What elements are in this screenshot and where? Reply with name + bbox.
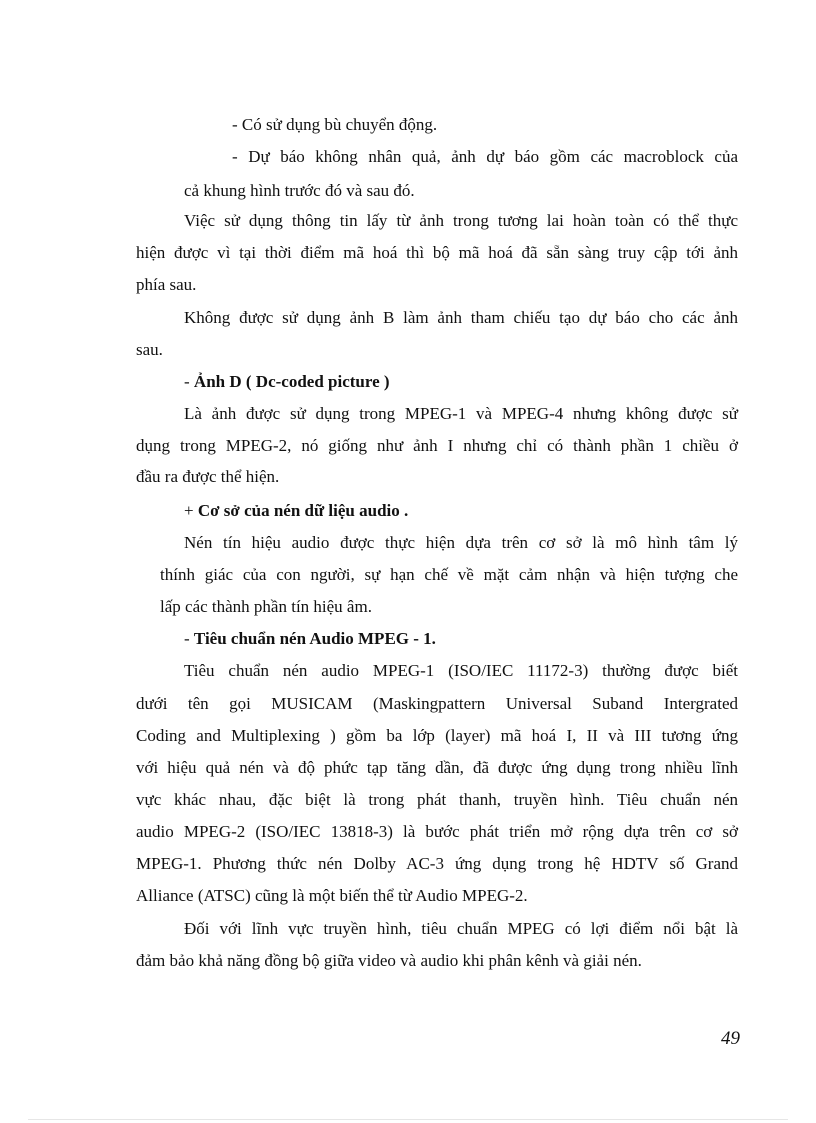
text-line: sau. [136,340,163,359]
text-line: - Dự báo không nhân quả, ảnh dự báo gồm các macroblock của [232,147,738,166]
page-bottom-edge [28,1119,788,1120]
text-line: hiện được vì tại thời điểm mã hoá thì bộ mã hoá đã sẵn sàng truy cập tới ảnh [136,243,738,262]
section-heading [184,371,390,393]
heading-text: Cơ sở của nén dữ liệu audio . [197,501,409,520]
text-line: dụng trong MPEG-2, nó giống như ảnh I nhưng chỉ có thành phần 1 chiều ở [136,436,738,455]
text-line: cả khung hình trước đó và sau đó. [184,181,415,200]
text-line: Coding and Multiplexing ) gồm ba lớp (layer) mã hoá I, II và III tương ứng [136,726,738,745]
text-line: Đối với lĩnh vực truyền hình, tiêu chuẩn MPEG có lợi điểm nổi bật là [184,919,738,938]
heading-text: Ảnh D ( Dc-coded picture ) [193,372,390,391]
text-line: Là ảnh được sử dụng trong MPEG-1 và MPEG-4 nhưng không được sử [184,404,738,423]
text-line: vực khác nhau, đặc biệt là trong phát thanh, truyền hình. Tiêu chuẩn nén [136,790,738,809]
text-line: lấp các thành phần tín hiệu âm. [160,597,372,616]
text-line: Alliance (ATSC) cũng là một biến thể từ Audio MPEG-2. [136,886,528,905]
text-line: dưới tên gọi MUSICAM (Maskingpattern Universal Suband Intergrated [136,694,738,713]
section-heading [184,500,408,522]
text-line: đảm bảo khả năng đồng bộ giữa video và audio khi phân kênh và giải nén. [136,951,642,970]
heading-prefix: - [184,629,194,648]
section-heading [184,628,436,650]
text-line: Việc sử dụng thông tin lấy từ ảnh trong tương lai hoàn toàn có thể thực [184,211,738,230]
text-line: với hiệu quả nén và độ phức tạp tăng dần, đã được ứng dụng trong nhiều lĩnh [136,758,738,777]
text-line: thính giác của con người, sự hạn chế về mặt cảm nhận và hiện tượng che [160,565,738,584]
page-number: 49 [721,1028,740,1049]
text-line: Tiêu chuẩn nén audio MPEG-1 (ISO/IEC 11172-3) thường được biết [184,661,738,680]
text-line: audio MPEG-2 (ISO/IEC 13818-3) là bước phát triển mở rộng dựa trên cơ sở [136,822,738,841]
text-line: MPEG-1. Phương thức nén Dolby AC-3 ứng dụng trong hệ HDTV số Grand [136,854,738,873]
text-line: Không được sử dụng ảnh B làm ảnh tham chiếu tạo dự báo cho các ảnh [184,308,738,327]
heading-prefix: + [184,501,198,520]
text-line: phía sau. [136,275,197,294]
heading-text: Tiêu chuẩn nén Audio MPEG - 1. [193,629,436,648]
heading-prefix: - [184,372,194,391]
text-line: đầu ra được thể hiện. [136,467,280,486]
text-line: Nén tín hiệu audio được thực hiện dựa trên cơ sở là mô hình tâm lý [184,533,738,552]
text-line: - Có sử dụng bù chuyển động. [232,115,438,134]
